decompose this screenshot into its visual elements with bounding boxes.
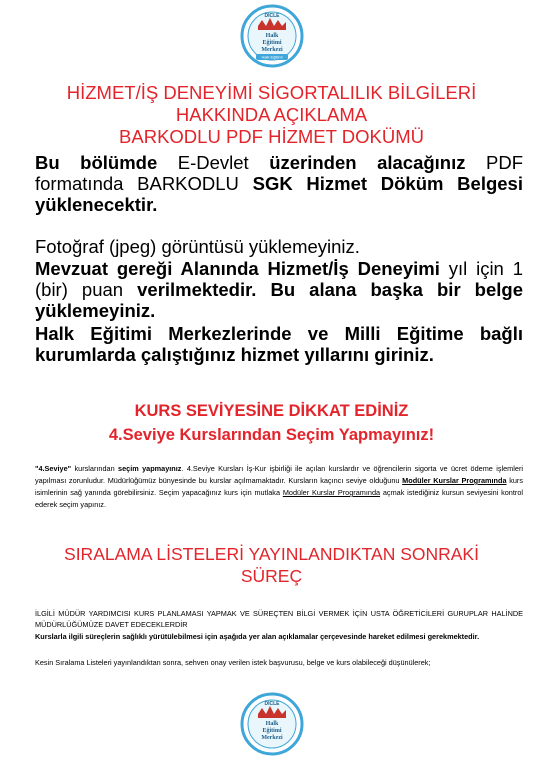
modular-program-link-1: Modüler Kurslar Programında: [402, 476, 507, 485]
logo-ribbon-text: Halk Eğitimi: [261, 54, 283, 60]
para1-text-4: PDF formatında BARKODLU: [35, 152, 524, 194]
logo-main-line3: Merkezi: [261, 47, 283, 53]
heading-service-info-line2: HAKKINDA AÇIKLAMA: [175, 104, 368, 125]
warning-level-subtitle: 4.Seviye Kurslarından Seçim Yapmayınız!: [108, 426, 435, 444]
para4-bold: Halk Eğitimi Merkezlerinde ve Milli Eğitime bağlı kurumlarda çalıştığınız hizmet yıllarını giriniz.: [35, 323, 523, 365]
small1-text-4: . 4.Seviye Kursları İş-Kur işbirliği ile açılan kurslardır ve öğrencilerin sigorta ve ücret ödeme işlemleri yapılması zorunludur. Müdürlüğümüz bünyesinde bu kurslar açılmamaktadır. Kursların kaçıncı seviye olduğunu: [35, 464, 523, 485]
logo-bottom-line1: Halk: [265, 721, 279, 727]
heading-service-info-line1: HİZMET/İŞ DENEYİMİ SİGORTALILIK BİLGİLERİ: [66, 82, 477, 103]
institution-logo-bottom: [240, 692, 304, 756]
para3-bold-1: Mevzuat gereği Alanında Hizmet/İş Deneyimi: [35, 258, 440, 279]
small1-bold-1: "4.Seviye": [35, 464, 72, 473]
para1-bold-3: üzerinden alacağınız: [269, 152, 466, 173]
small1-text-8: açmak istediğiniz kursun seviyesini kontrol ederek seçim yapınız.: [35, 488, 523, 509]
para3-bold-3: verilmektedir. Bu alana başka bir belge yüklemeyiniz.: [35, 279, 523, 321]
para1-bold-1: Bu bölümde: [35, 152, 158, 173]
logo-main-line1: Halk: [265, 33, 279, 39]
heading-service-info-line3: BARKODLU PDF HİZMET DOKÜMÜ: [119, 126, 424, 147]
logo-bottom-top-text: DİCLE: [264, 701, 280, 707]
para1-text-2: E-Devlet: [157, 152, 270, 173]
small1-text-2: kurslarından: [71, 464, 119, 473]
paragraph-no-jpeg: Fotoğraf (jpeg) görüntüsü yüklemeyiniz.: [35, 236, 360, 257]
small1-bold-3: seçim yapmayınız: [118, 464, 182, 473]
logo-bottom-line2: Eğitimi: [262, 728, 282, 734]
paragraph-final-list: Kesin Sıralama Listeleri yayınlandıktan sonra, sehven onay verilen istek başvurusu, belge ve kurs olabileceği düşünülerek;: [35, 658, 431, 667]
paragraph-level4-info: [35, 463, 523, 511]
paragraph-sgk-document: [35, 152, 523, 215]
heading-after-ranking-line1: SIRALAMA LİSTELERİ YAYINLANDIKTAN SONRAKİ: [64, 544, 479, 564]
logo-bottom-line3: Merkezi: [261, 735, 283, 741]
modular-program-link-2: Modüler Kurslar Programında: [282, 488, 381, 497]
small1-text-6: kurs isimlerinin sağ yanında görebilirsiniz. Seçim yapacağınız kurs için mutlaka: [35, 476, 524, 497]
logo-top-text: DİCLE: [264, 13, 280, 19]
institution-logo-top: [240, 4, 304, 68]
warning-level-title: KURS SEVİYESİNE DİKKAT EDİNİZ: [134, 402, 409, 420]
paragraph-regulation: [35, 258, 523, 321]
logo-main-line2: Eğitimi: [262, 40, 282, 46]
paragraph-invitation: İLGİLİ MÜDÜR YARDIMCISI KURS PLANLAMASI YAPMAK VE SÜREÇTEN BİLGİ VERMEK İÇİN USTA ÖĞRETİCİLERİ GURUPLAR HALİNDE MÜDÜRLÜĞÜMÜZE DAVET EDECEKLERDİR: [35, 609, 523, 629]
paragraph-service-years: [35, 323, 523, 365]
heading-after-ranking-line2: SÜREÇ: [240, 566, 303, 586]
paragraph-process-note: Kurslarla ilgili süreçlerin sağlıklı yürütülebilmesi için aşağıda yer alan açıklamalar çerçevesinde hareket edilmesi gerekmektedir.: [35, 632, 480, 641]
para3-text-2: yıl için 1 (bir) puan: [35, 258, 523, 300]
para1-bold-5: SGK Hizmet Döküm Belgesi yüklenecektir.: [35, 173, 523, 215]
